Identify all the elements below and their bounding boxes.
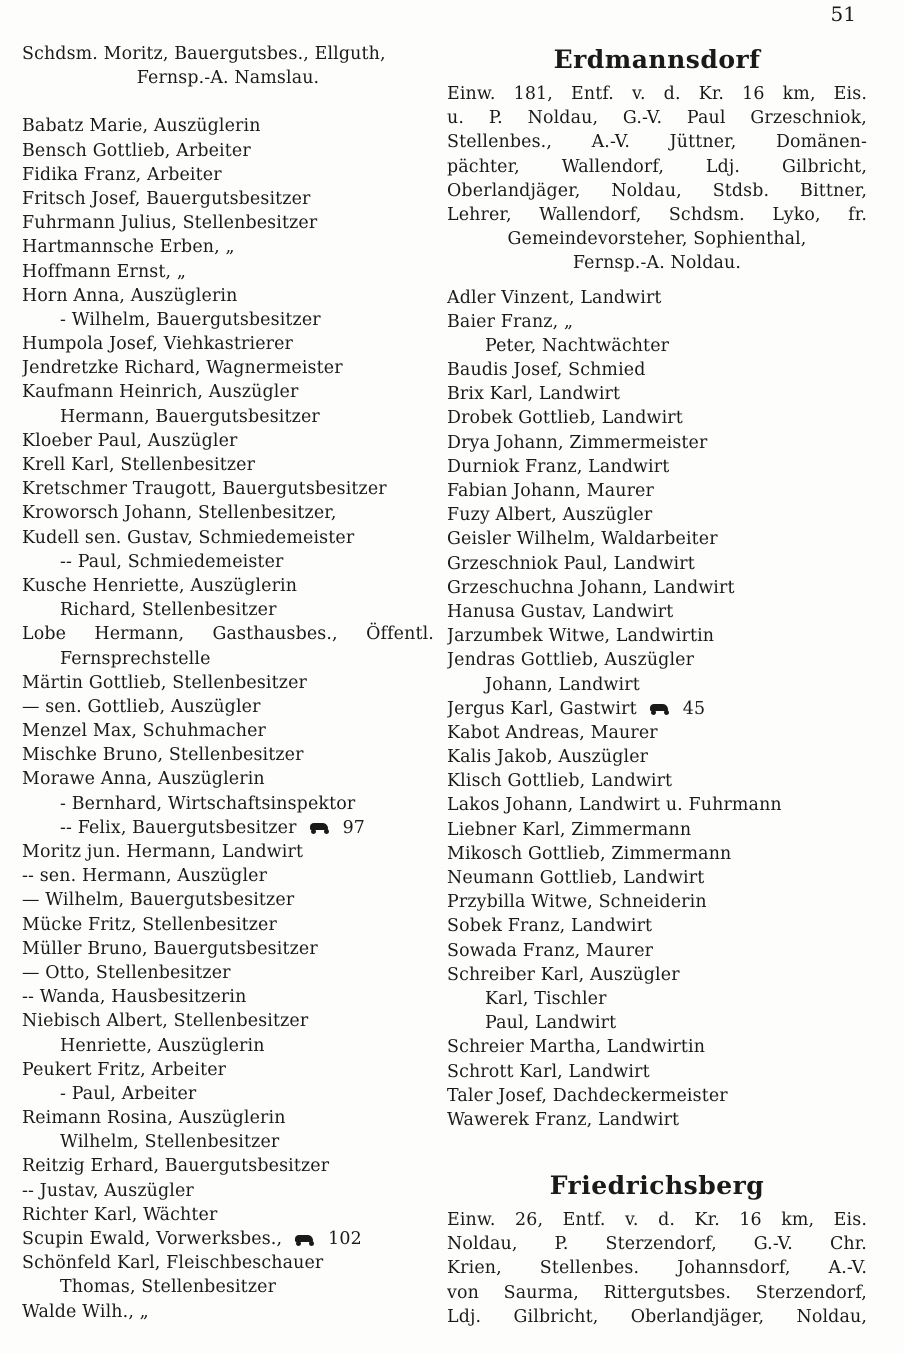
entry-text: Baudis Josef, Schmied <box>447 360 646 381</box>
directory-entry <box>22 550 434 574</box>
directory-entry <box>447 431 867 455</box>
entry-text: von Saurma, Rittergutsbes. Sterzendorf, <box>447 1282 867 1303</box>
directory-entry <box>447 963 867 987</box>
directory-entry <box>447 890 867 914</box>
entry-text: Mücke Fritz, Stellenbesitzer <box>22 914 277 935</box>
directory-entry <box>22 453 434 477</box>
directory-entry <box>22 864 434 888</box>
entry-text: Schreiber Karl, Auszügler <box>447 964 680 985</box>
entry-text: — Otto, Stellenbesitzer <box>22 962 231 983</box>
directory-entry <box>22 1300 434 1324</box>
directory-entry <box>22 526 434 550</box>
section-entries-erdmannsdorf <box>447 286 867 1133</box>
entry-text: Fuzy Albert, Auszügler <box>447 505 653 526</box>
directory-entry <box>447 286 867 310</box>
directory-entry <box>22 284 434 308</box>
entry-text: Kalis Jakob, Auszügler <box>447 747 649 768</box>
car-icon <box>292 1234 318 1246</box>
directory-entry <box>447 406 867 430</box>
directory-entry <box>447 600 867 624</box>
page-number: 51 <box>830 2 856 26</box>
directory-entry <box>447 130 867 154</box>
entry-text: Drobek Gottlieb, Landwirt <box>447 408 683 429</box>
entry-text: Hartmannsche Erben, „ <box>22 237 235 258</box>
directory-entry <box>447 179 867 203</box>
entry-text: Schreier Martha, Landwirtin <box>447 1037 706 1058</box>
entry-text: Morawe Anna, Auszüglerin <box>22 769 265 790</box>
entry-text: Einw. 181, Entf. v. d. Kr. 16 km, Eis. <box>447 84 867 104</box>
entry-text: Kusche Henriette, Auszüglerin <box>22 575 298 596</box>
directory-entry <box>22 380 434 404</box>
directory-entry <box>22 163 434 187</box>
directory-entry <box>447 769 867 793</box>
car-icon <box>647 703 673 715</box>
section-intro-erdmannsdorf <box>447 82 867 276</box>
entry-text: Richter Karl, Wächter <box>22 1204 218 1225</box>
directory-entry <box>447 576 867 600</box>
directory-entry <box>22 211 434 235</box>
directory-entry <box>22 937 434 961</box>
entry-text: Märtin Gottlieb, Stellenbesitzer <box>22 672 307 693</box>
directory-entry <box>447 914 867 938</box>
directory-entry <box>22 1179 434 1203</box>
directory-entry <box>447 1305 867 1329</box>
directory-entry <box>22 356 434 380</box>
entry-text: Hermann, Bauergutsbesitzer <box>60 406 320 427</box>
entry-text: Bensch Gottlieb, Arbeiter <box>22 140 251 161</box>
entry-text: Fritsch Josef, Bauergutsbesitzer <box>22 188 311 209</box>
phone-number: 97 <box>342 817 366 838</box>
directory-entry <box>22 647 434 671</box>
entry-text: - Wilhelm, Bauergutsbesitzer <box>60 309 321 330</box>
entry-text: Karl, Tischler <box>485 988 607 1009</box>
directory-entry <box>447 673 867 697</box>
entry-text: Paul, Landwirt <box>485 1013 617 1034</box>
entry-text: -- Wanda, Hausbesitzerin <box>22 987 247 1008</box>
directory-entry <box>447 721 867 745</box>
entry-text: Reimann Rosina, Auszüglerin <box>22 1108 286 1129</box>
directory-entry <box>447 227 867 251</box>
entry-text: Kroworsch Johann, Stellenbesitzer, <box>22 503 337 524</box>
entry-text: Wilhelm, Stellenbesitzer <box>60 1132 280 1153</box>
entry-text: Hoffmann Ernst, „ <box>22 261 187 282</box>
entry-text: Oberlandjäger, Noldau, Stdsb. Bittner, <box>447 180 867 201</box>
entry-text: Schönfeld Karl, Fleischbeschauer <box>22 1253 324 1274</box>
entry-text: Menzel Max, Schuhmacher <box>22 721 266 742</box>
entry-text: Wawerek Franz, Landwirt <box>447 1109 680 1130</box>
entry-text: Jendras Gottlieb, Auszügler <box>447 650 695 671</box>
section-heading-erdmannsdorf: Erdmannsdorf <box>553 45 761 74</box>
directory-entry <box>447 1084 867 1108</box>
left-column <box>22 42 434 1324</box>
directory-entry <box>22 622 434 646</box>
entry-text: Jarzumbek Witwe, Landwirtin <box>447 626 715 647</box>
directory-entry <box>22 1251 434 1275</box>
entry-text: Fernsp.-A. Noldau. <box>572 253 742 274</box>
entry-text: Krell Karl, Stellenbesitzer <box>22 455 256 475</box>
directory-entry <box>22 913 434 937</box>
entry-text: -- sen. Hermann, Auszügler <box>22 866 268 887</box>
directory-entry <box>447 527 867 551</box>
entry-text: -- Paul, Schmiedemeister <box>60 551 284 572</box>
directory-entry <box>22 743 434 767</box>
entry-text: Gemeindevorsteher, Sophienthal, <box>507 229 807 250</box>
directory-entry <box>22 1203 434 1227</box>
entry-text: Babatz Marie, Auszüglerin <box>22 116 261 137</box>
directory-entry <box>447 1060 867 1084</box>
entry-text: Geisler Wilhelm, Waldarbeiter <box>447 529 718 550</box>
directory-entry <box>447 866 867 890</box>
directory-entry <box>447 106 867 130</box>
entry-text: Grzeschuchna Johann, Landwirt <box>447 577 735 598</box>
entry-text: — sen. Gottlieb, Auszügler <box>22 696 261 717</box>
directory-entry <box>22 501 434 525</box>
directory-entry <box>447 697 867 721</box>
directory-entry <box>22 767 434 791</box>
entry-text: Mischke Bruno, Stellenbesitzer <box>22 745 304 766</box>
entry-text: Fuhrmann Julius, Stellenbesitzer <box>22 213 318 234</box>
entry-text: Sobek Franz, Landwirt <box>447 916 653 937</box>
directory-entry <box>22 985 434 1009</box>
directory-entry <box>22 235 434 259</box>
section-intro-friedrichsberg <box>447 1208 867 1329</box>
entry-text: Schdsm. Moritz, Bauergutsbes., Ellguth, <box>22 44 386 64</box>
entry-text: Fidika Franz, Arbeiter <box>22 164 222 185</box>
entry-text: Baier Franz, „ <box>447 311 574 332</box>
directory-entry <box>447 793 867 817</box>
directory-entry <box>447 82 867 106</box>
entry-text: -- Felix, Bauergutsbesitzer <box>60 817 297 838</box>
entry-text: Horn Anna, Auszüglerin <box>22 285 238 306</box>
directory-entry <box>447 624 867 648</box>
directory-entry <box>447 1108 867 1132</box>
entry-text: Mikosch Gottlieb, Zimmermann <box>447 843 732 864</box>
entry-text: Henriette, Auszüglerin <box>60 1035 265 1056</box>
entry-text: Grzeschniok Paul, Landwirt <box>447 553 695 574</box>
entry-text: Peter, Nachtwächter <box>485 335 670 356</box>
directory-entry <box>447 203 867 227</box>
directory-entry <box>22 961 434 985</box>
entry-text: Krien, Stellenbes. Johannsdorf, A.-V. <box>447 1258 867 1279</box>
phone-number: 102 <box>328 1229 362 1249</box>
entry-text: Kloeber Paul, Auszügler <box>22 430 238 451</box>
entry-text: Niebisch Albert, Stellenbesitzer <box>22 1011 309 1032</box>
entry-text: Einw. 26, Entf. v. d. Kr. 16 km, Eis. <box>447 1210 867 1231</box>
directory-entry <box>22 66 434 90</box>
directory-entry <box>22 792 434 816</box>
directory-entry <box>22 719 434 743</box>
directory-entry <box>22 888 434 912</box>
entry-text: Thomas, Stellenbesitzer <box>60 1277 277 1298</box>
directory-entry <box>447 1035 867 1059</box>
directory-entry <box>447 648 867 672</box>
entry-text: Kaufmann Heinrich, Auszügler <box>22 382 299 403</box>
directory-entry <box>22 1034 434 1058</box>
entry-text: Humpola Josef, Viehkastrierer <box>22 334 294 355</box>
directory-entry <box>447 939 867 963</box>
directory-entry <box>447 503 867 527</box>
entry-text: - Bernhard, Wirtschaftsinspektor <box>60 793 356 814</box>
directory-entry <box>22 1082 434 1106</box>
directory-entry <box>22 1130 434 1154</box>
entry-text: u. P. Noldau, G.-V. Paul Grzeschniok, <box>447 108 867 129</box>
entry-text: Johann, Landwirt <box>485 674 640 695</box>
phone-number: 45 <box>682 698 706 719</box>
entry-text: Richard, Stellenbesitzer <box>60 600 277 621</box>
directory-entry <box>447 334 867 358</box>
directory-entry <box>22 114 434 138</box>
directory-entry <box>447 818 867 842</box>
entry-text: Moritz jun. Hermann, Landwirt <box>22 842 304 862</box>
directory-entry <box>447 745 867 769</box>
directory-entry <box>447 552 867 576</box>
entry-text: Jergus Karl, Gastwirt <box>447 698 637 719</box>
directory-entry <box>22 477 434 501</box>
entry-text: Brix Karl, Landwirt <box>447 384 621 405</box>
directory-entry <box>447 1256 867 1280</box>
entry-text: pächter, Wallendorf, Ldj. Gilbricht, <box>447 156 867 177</box>
entry-text: Klisch Gottlieb, Landwirt <box>447 771 673 792</box>
entry-text: Müller Bruno, Bauergutsbesitzer <box>22 938 318 959</box>
directory-entry <box>22 671 434 695</box>
entry-text: Taler Josef, Dachdeckermeister <box>447 1085 728 1106</box>
entry-text: Stellenbes., A.-V. Jüttner, Domänen- <box>447 132 867 153</box>
directory-entry <box>22 1275 434 1299</box>
directory-entry <box>447 358 867 382</box>
entry-text: Sowada Franz, Maurer <box>447 940 654 961</box>
entry-text: Schrott Karl, Landwirt <box>447 1061 650 1082</box>
directory-entry <box>22 139 434 163</box>
entry-text: Fernsp.-A. Namslau. <box>136 68 320 89</box>
directory-entry <box>22 1058 434 1082</box>
entry-text: Hanusa Gustav, Landwirt <box>447 601 674 622</box>
directory-entry <box>22 429 434 453</box>
entry-text: Adler Vinzent, Landwirt <box>447 287 662 308</box>
directory-entry <box>447 155 867 179</box>
right-column <box>447 42 867 1329</box>
entry-text: Lehrer, Wallendorf, Schdsm. Lyko, fr. <box>447 204 867 225</box>
entry-text: Walde Wilh., „ <box>22 1301 149 1322</box>
entry-text: Liebner Karl, Zimmermann <box>447 819 692 840</box>
directory-entry <box>22 187 434 211</box>
directory-entry <box>22 332 434 356</box>
directory-entry <box>447 1011 867 1035</box>
directory-entry <box>22 405 434 429</box>
entry-text: Jendretzke Richard, Wagnermeister <box>22 358 343 379</box>
entry-text: - Paul, Arbeiter <box>60 1083 197 1104</box>
directory-entry <box>447 251 867 275</box>
entry-text: Durniok Franz, Landwirt <box>447 456 670 477</box>
entry-text: Fabian Johann, Maurer <box>447 481 654 501</box>
directory-entry <box>447 1281 867 1305</box>
spacer <box>22 90 434 114</box>
directory-entry <box>447 382 867 406</box>
directory-entry <box>447 479 867 503</box>
directory-entry <box>447 987 867 1011</box>
entry-text: -- Justav, Auszügler <box>22 1180 194 1201</box>
directory-entry <box>22 598 434 622</box>
entry-text: Fernsprechstelle <box>60 648 211 669</box>
directory-entry <box>22 695 434 719</box>
directory-entry <box>22 1106 434 1130</box>
directory-entry <box>447 842 867 866</box>
directory-entry <box>22 308 434 332</box>
directory-entry <box>447 455 867 479</box>
entry-text: Kretschmer Traugott, Bauergutsbesitzer <box>22 479 387 500</box>
entry-text: Drya Johann, Zimmermeister <box>447 432 708 453</box>
directory-entry <box>447 310 867 334</box>
entry-text: Przybilla Witwe, Schneiderin <box>447 892 707 913</box>
entry-text: Noldau, P. Sterzendorf, G.-V. Chr. <box>447 1234 867 1255</box>
directory-entry <box>22 1227 434 1251</box>
directory-entry <box>22 840 434 864</box>
entry-text: Neumann Gottlieb, Landwirt <box>447 868 705 888</box>
entry-text: Ldj. Gilbricht, Oberlandjäger, Noldau, <box>447 1306 867 1327</box>
entry-text: Lakos Johann, Landwirt u. Fuhrmann <box>447 795 782 816</box>
directory-entry <box>447 1232 867 1256</box>
directory-entry <box>22 574 434 598</box>
entry-text: Reitzig Erhard, Bauergutsbesitzer <box>22 1156 330 1177</box>
directory-entry <box>22 1154 434 1178</box>
directory-entry <box>447 1208 867 1232</box>
entry-text: — Wilhelm, Bauergutsbesitzer <box>22 890 295 911</box>
entry-text: Scupin Ewald, Vorwerksbes., <box>22 1229 283 1249</box>
directory-entry <box>22 260 434 284</box>
entry-text: Peukert Fritz, Arbeiter <box>22 1059 227 1080</box>
section-heading-friedrichsberg: Friedrichsberg <box>549 1171 765 1201</box>
directory-entry <box>22 1009 434 1033</box>
directory-entry <box>22 42 434 66</box>
car-icon <box>307 822 333 834</box>
directory-entry <box>22 816 434 840</box>
entry-text: Lobe Hermann, Gasthausbes., Öffentl. <box>22 624 434 645</box>
entry-text: Kudell sen. Gustav, Schmiedemeister <box>22 527 355 548</box>
entry-text: Kabot Andreas, Maurer <box>447 722 658 743</box>
